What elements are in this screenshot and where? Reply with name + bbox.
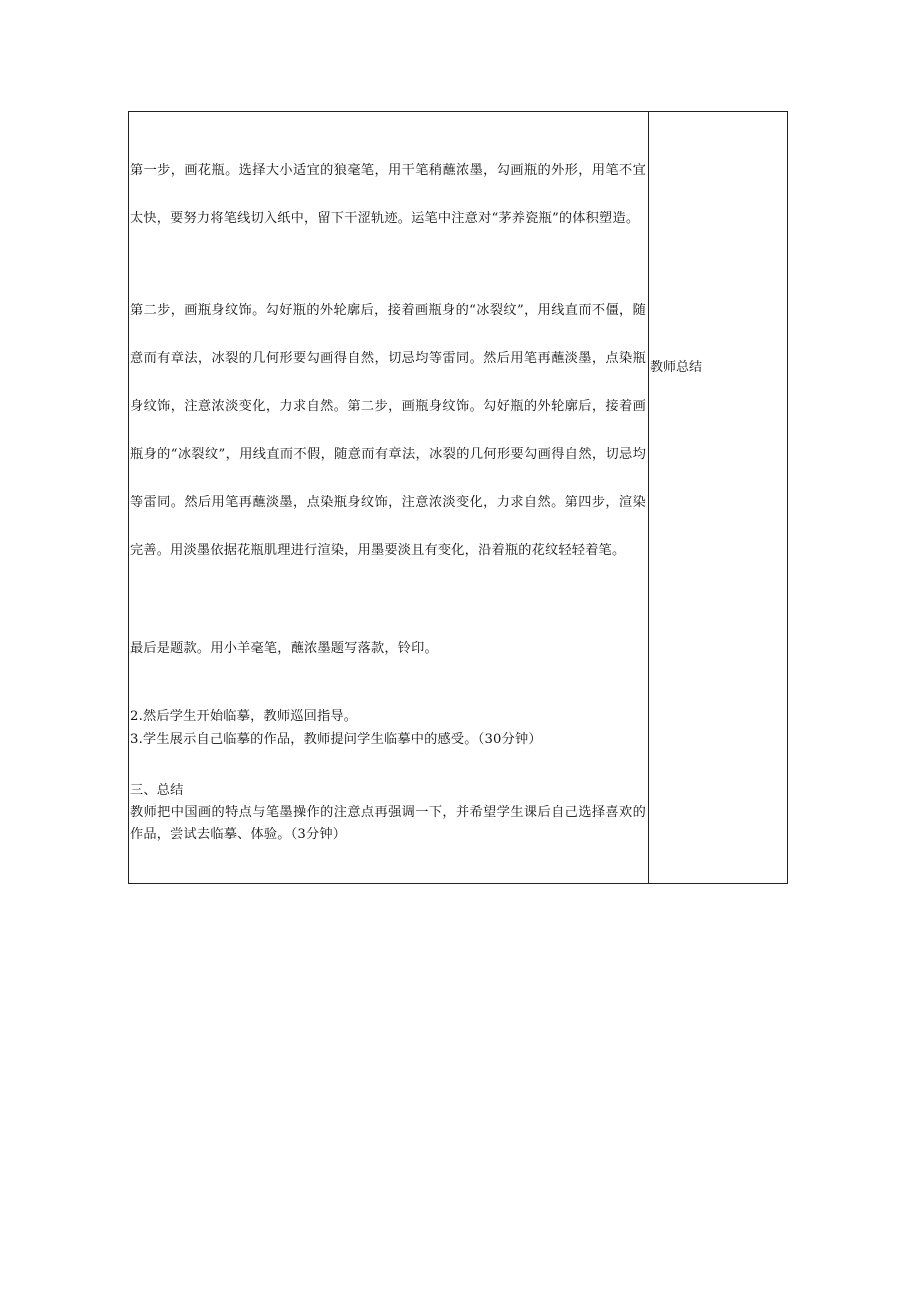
step-one-paragraph: 第一步，画花瓶。选择大小适宜的狼毫笔，用干笔稍蘸浓墨，勾画瓶的外形，用笔不宜太快，要努力将笔线切入纸中，留下干涩轨迹。运笔中注意对“茅养瓷瓶”的体积塑造。 [130,163,646,226]
lesson-content-cell [130,112,646,883]
list-item-3: 3.学生展示自己临摹的作品，教师提问学生临摹中的感受。（30分钟） [130,732,542,747]
summary-paragraph: 教师把中国画的特点与笔墨操作的注意点再强调一下，并希望学生课后自己选择喜欢的作品，尝试去临摹、体验。（3分钟） [130,805,646,842]
teacher-activity-cell [649,112,787,883]
final-step-paragraph: 最后是题款。用小羊毫笔，蘸浓墨题写落款，铃印。 [130,641,438,656]
teacher-summary-label: 教师总结 [650,360,703,375]
lesson-table [128,111,788,884]
step-two-paragraph: 第二步，画瓶身纹饰。勾好瓶的外轮廓后，接着画瓶身的“冰裂纹”，用线直而不僵，随意而有章法，冰裂的几何形要勾画得自然，切忌均等雷同。然后用笔再蘸淡墨，点染瓶身纹饰，注意浓淡变化，力求自然。第二步，画瓶身纹饰。勾好瓶的外轮廓后，接着画瓶身的“冰裂纹”，用线直而不假，随意而有章法，冰裂的几何形要勾画得自然，切忌均等雷同。然后用笔再蘸淡墨，点染瓶身纹饰，注意浓淡变化，力求自然。第四步，渲染完善。用淡墨依据花瓶肌理进行渲染，用墨要淡且有变化，沿着瓶的花纹轻轻着笔。 [130,303,646,558]
list-item-2: 2.然后学生开始临摹，教师巡回指导。 [130,709,358,724]
summary-heading: 三、总结 [130,783,184,798]
